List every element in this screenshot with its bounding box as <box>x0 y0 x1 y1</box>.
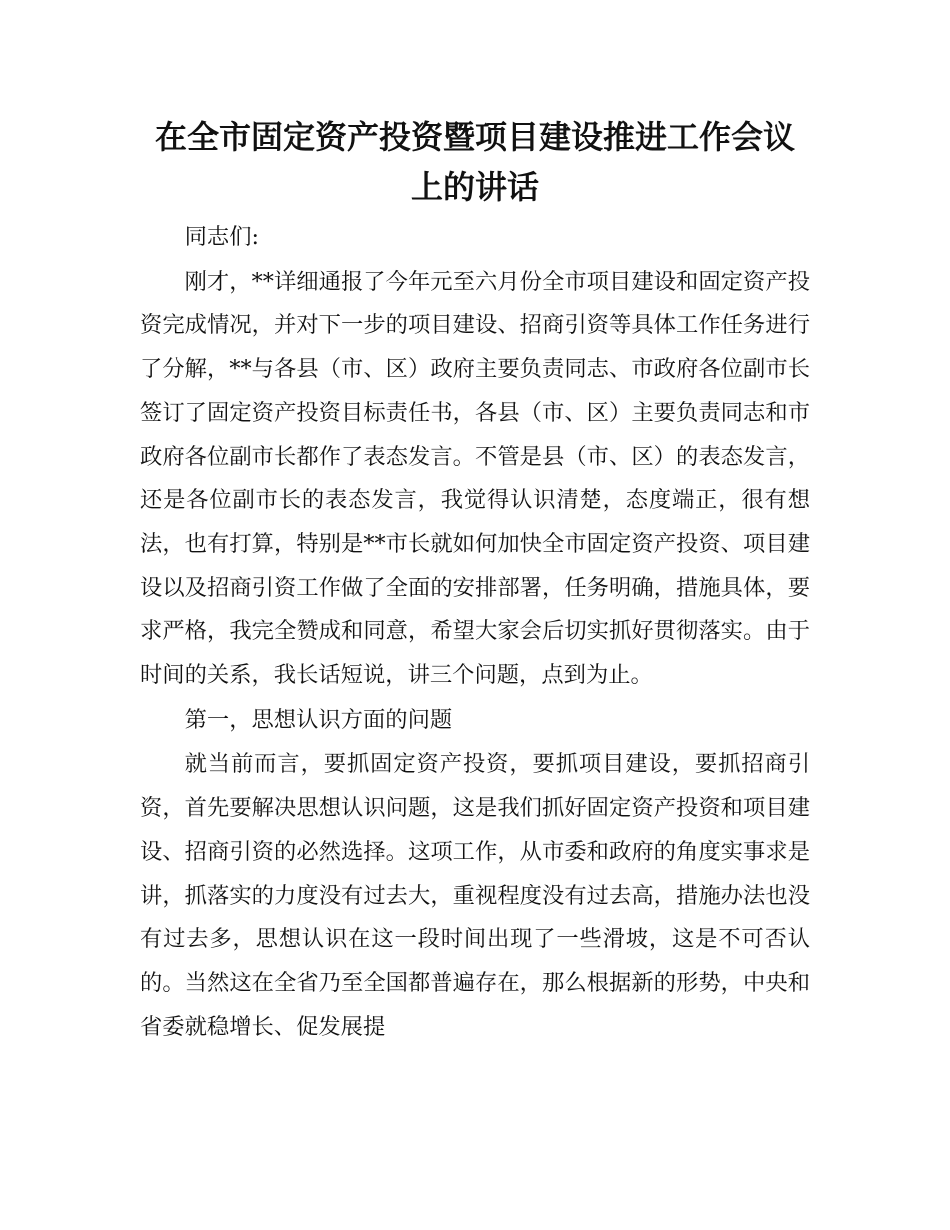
salutation: 同志们: <box>184 224 259 250</box>
section-heading-first: 第一，思想认识方面的问题 <box>184 706 453 733</box>
body-paragraph-intro: 刚才，**详细通报了今年元至六月份全市项目建设和固定资产投资完成情况，并对下一步的项目建设、招商引资等具体工作任务进行了分解，**与各县（市、区）政府主要负责同志、市政府各位副市长签订了固定资产投资目标责任书，各县（市、区）主要负责同志和市政府各位副市长都作了表态发言。不管是县（市、区）的表态发言，还是各位副市长的表态发言，我觉得认识清楚，态度端正，很有想法，也有打算，特别是**市长就如何加快全市固定资产投资、项目建设以及招商引资工作做了全面的安排部署，任务明确，措施具体，要求严格，我完全赞成和同意，希望大家会后切实抓好贯彻落实。由于时间的关系，我长话短说，讲三个问题，点到为止。 <box>140 268 810 689</box>
document-body <box>140 216 810 1050</box>
document-title: 在全市固定资产投资暨项目建设推进工作会议上的讲话 <box>154 118 795 206</box>
body-paragraph-first-section: 就当前而言，要抓固定资产投资，要抓项目建设，要抓招商引资，首先要解决思想认识问题，这是我们抓好固定资产投资和项目建设、招商引资的必然选择。这项工作，从市委和政府的角度实事求是讲，抓落实的力度没有过去大，重视程度没有过去高，措施办法也没有过去多，思想认识在这一段时间出现了一些滑坡，这是不可否认的。当然这在全省乃至全国都普遍存在，那么根据新的形势，中央和省委就稳增长、促发展提 <box>140 751 810 1040</box>
